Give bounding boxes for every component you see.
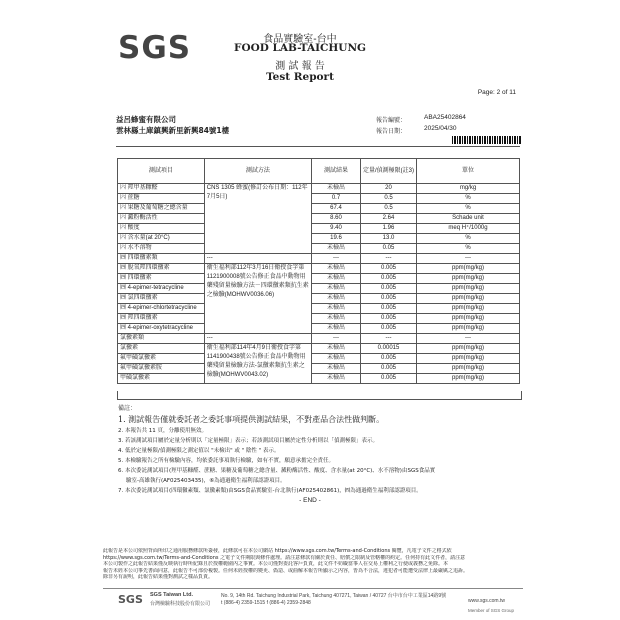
lab-name-en: FOOD LAB-TAICHUNG — [233, 42, 367, 54]
test-item: ㈥ 果糖及葡萄糖之總含量 — [118, 204, 205, 214]
client-name: 益呂蜂蜜有限公司 — [116, 115, 176, 124]
test-item: 氯黴素 — [118, 344, 205, 354]
disclaimer-line: 本公司製作之此報告結果僅反映執行時所紀錄且於授權範圍內之事實。本公司僅對委託客戶負責，此文件不妨礙當事人在交易上權利之行使或義務之免除。本 — [103, 561, 449, 567]
test-unit: % — [417, 234, 520, 244]
test-limit: 0.005 — [360, 324, 416, 334]
table-row — [118, 254, 520, 264]
table-row — [118, 204, 520, 214]
lab-name-zh: 食品實驗室-台中 — [263, 34, 337, 45]
test-item: ㈣ 4-epimer-chlortetracycline — [118, 304, 205, 314]
test-unit: ppm(mg/kg) — [417, 274, 520, 284]
footer-address: No. 9, 14th Rd. Taichung Industrial Park, Taichung 407271, Taiwan / 40727 台中市台中工業區14路9號 — [221, 593, 447, 599]
test-limit: 2.64 — [360, 214, 416, 224]
end-marker: - END - — [299, 497, 321, 504]
disclaimer-line: 此報告是本公司依照背面所印之通用服務條款所簽發，此條款可在本公司網站 https://www.sgs.com.tw/Terms-and-Conditions 閱覽，凡電子文件之格式依 — [103, 548, 452, 554]
table-row — [118, 264, 520, 274]
test-item: ㈣ 四環黴素 — [118, 274, 205, 284]
test-item: ㈥ 澱粉酶活性 — [118, 214, 205, 224]
note-3: 3. 若該測試項目屬於定量分析則以「定量極限」表示；若該測試項目屬於定性分析則以「偵測極限」表示。 — [118, 438, 378, 444]
col-item: 測試項目 — [118, 159, 205, 184]
test-item: ㈥ 蔗糖 — [118, 194, 205, 204]
test-result: 19.6 — [312, 234, 361, 244]
test-unit: ppm(mg/kg) — [417, 264, 520, 274]
table-row — [118, 214, 520, 224]
table-row — [118, 234, 520, 244]
test-limit: 0.5 — [360, 204, 416, 214]
note-6-cont: 驗室-高雄執行(AF025403435)，⑥為通過衛生福利部認證項目。 — [126, 478, 286, 484]
test-result: 未檢出 — [312, 324, 361, 334]
test-unit: ppm(mg/kg) — [417, 344, 520, 354]
table-header-row — [118, 159, 520, 184]
test-item: 甲磺氯黴素 — [118, 374, 205, 384]
table-row — [118, 314, 520, 324]
test-result: 未檢出 — [312, 244, 361, 254]
disclaimer-line: 報告未經本公司事先書面同意，此報告不可部份複製。任何未經授權的變更、偽造、或曲解本報告所顯示之內容，皆為不合法，違犯者可能遭受法律上最嚴厲之追訴。 — [103, 567, 469, 574]
table-row — [118, 224, 520, 234]
test-item: ㈣ 4-epimer-tetracycline — [118, 284, 205, 294]
test-limit: 0.005 — [360, 354, 416, 364]
test-item: ㈥ 羥甲基糠醛 — [118, 184, 205, 194]
divider — [116, 146, 520, 147]
table-row — [118, 244, 520, 254]
table-row — [118, 334, 520, 344]
test-unit: ppm(mg/kg) — [417, 364, 520, 374]
test-limit: 0.005 — [360, 274, 416, 284]
footer-member: Member of SGS Group — [468, 608, 515, 613]
table-row — [118, 294, 520, 304]
test-limit: 0.005 — [360, 364, 416, 374]
test-unit: meq H⁺/1000g — [417, 224, 520, 234]
footer-company-zh: 台灣檢驗科技股份有限公司 — [150, 601, 211, 607]
test-unit: ppm(mg/kg) — [417, 284, 520, 294]
test-limit: 0.05 — [360, 244, 416, 254]
table-row — [118, 324, 520, 334]
test-item: 氟甲磺氯黴素 — [118, 354, 205, 364]
disclaimer-line: https://www.sgs.com.tw/Terms-and-Conditions 之電子文件期限與條件處理。請注意條款有關於責任、賠償之限制及管轄權的約定。任何持有此文件者，請注意 — [103, 554, 466, 561]
table-spacer — [117, 391, 522, 400]
report-title-en: Test Report — [266, 71, 334, 83]
test-item: 氟甲磺氯黴素胺 — [118, 364, 205, 374]
col-result: 測試結果 — [312, 159, 361, 184]
test-limit: 0.005 — [360, 294, 416, 304]
test-method: CNS 1305 蜂蜜(修訂公布日期：112年7月5日) — [204, 184, 311, 254]
client-address: 雲林縣土庫鎮興新里新興84號1樓 — [116, 126, 230, 135]
table-row — [118, 304, 520, 314]
test-result: 未檢出 — [312, 374, 361, 384]
report-date: 2025/04/30 — [424, 125, 457, 132]
test-limit: 0.005 — [360, 264, 416, 274]
test-unit: ppm(mg/kg) — [417, 354, 520, 364]
footer-url: www.sgs.com.tw — [468, 598, 505, 604]
test-result: 未檢出 — [312, 274, 361, 284]
test-unit: ppm(mg/kg) — [417, 324, 520, 334]
test-item: ㈣ 氯四環黴素 — [118, 294, 205, 304]
note-4: 4. 低於定量極限/偵測極限之測定值以 "未檢出" 或 " 陰性 " 表示。 — [118, 448, 280, 454]
test-item: ㈥ 酸度 — [118, 224, 205, 234]
test-result: 67.4 — [312, 204, 361, 214]
test-unit: % — [417, 244, 520, 254]
test-result: --- — [312, 334, 361, 344]
test-result: 未檢出 — [312, 314, 361, 324]
test-unit: mg/kg — [417, 184, 520, 194]
disclaimer-line: 除非另有說明，此報告結果僅對測試之樣品負責。 — [103, 574, 214, 580]
notes — [118, 404, 528, 496]
note-2: 2. 本報告共 11 頁，分離使用無效。 — [118, 428, 207, 434]
test-item: ㈣ 4-epimer-oxytetracycline — [118, 324, 205, 334]
test-limit: 0.005 — [360, 374, 416, 384]
test-limit: --- — [360, 334, 416, 344]
sgs-logo: SGS — [118, 30, 192, 66]
test-item: ㈥ 水不溶物 — [118, 244, 205, 254]
footer-divider — [103, 588, 523, 589]
table-row — [118, 344, 520, 354]
note-6: 6. 本次委託測試項目(羥甲基糠醛、蔗糖、果糖及葡萄糖之總含量、澱粉酶活性、酸度、含水量(at 20°C)、水不溶物)由SGS食品實 — [118, 468, 436, 474]
page-number: Page: 2 of 11 — [477, 89, 516, 96]
notes-title: 備註： — [118, 405, 137, 412]
note-1: 1. 測試報告僅就委託者之委託事項提供測試結果，不對產品合法性做判斷。 — [118, 415, 385, 424]
barcode — [452, 136, 522, 144]
test-result: 未檢出 — [312, 294, 361, 304]
test-limit: 20 — [360, 184, 416, 194]
test-limit: 0.00015 — [360, 344, 416, 354]
test-result: 未檢出 — [312, 344, 361, 354]
disclaimer — [103, 548, 523, 581]
test-limit: --- — [360, 254, 416, 264]
test-limit: 0.005 — [360, 304, 416, 314]
test-limit: 1.96 — [360, 224, 416, 234]
col-limit: 定量/偵測極限(註3) — [360, 159, 416, 184]
test-method: --- — [204, 254, 311, 264]
report-no: ABA25402864 — [424, 114, 466, 121]
report-no-label: 報告編號： — [376, 117, 407, 124]
footer-phone: t (886-4) 2359-1515 f (886-4) 2359-2848 — [221, 600, 311, 606]
test-item: 氯黴素類 — [118, 334, 205, 344]
test-unit: ppm(mg/kg) — [417, 304, 520, 314]
test-limit: 0.005 — [360, 284, 416, 294]
test-limit: 0.005 — [360, 314, 416, 324]
test-limit: 0.5 — [360, 194, 416, 204]
test-unit: % — [417, 194, 520, 204]
report-date-label: 報告日期： — [376, 128, 407, 135]
col-unit: 單位 — [417, 159, 520, 184]
table-row — [118, 284, 520, 294]
test-unit: --- — [417, 334, 520, 344]
note-5: 5. 本檢驗報告之所有檢驗內容，均依委託事項執行檢驗，如有不實，願意承擔完全責任。 — [118, 458, 334, 464]
test-unit: ppm(mg/kg) — [417, 374, 520, 384]
test-item: ㈣ 脫氧羥四環黴素 — [118, 264, 205, 274]
test-item: ㈥ 含水量(at 20°C) — [118, 234, 205, 244]
table-row — [118, 274, 520, 284]
test-unit: --- — [417, 254, 520, 264]
table-row — [118, 364, 520, 374]
test-result: 0.7 — [312, 194, 361, 204]
test-result: 未檢出 — [312, 184, 361, 194]
test-method: --- — [204, 334, 311, 344]
footer-company-en: SGS Taiwan Ltd. — [150, 592, 193, 598]
test-result: --- — [312, 254, 361, 264]
test-item: ㈣ 四環黴素類 — [118, 254, 205, 264]
note-7: 7. 本次委託測試項目(四環黴素類、氯黴素類)由SGS食品實驗室-台北執行(AF025402861)，㈣為通過衛生福利部認證項目。 — [118, 488, 422, 494]
test-unit: % — [417, 204, 520, 214]
footer-logo: SGS — [118, 593, 143, 606]
test-result: 未檢出 — [312, 284, 361, 294]
col-method: 測試方法 — [204, 159, 311, 184]
test-result: 未檢出 — [312, 364, 361, 374]
test-unit: Schade unit — [417, 214, 520, 224]
test-result: 未檢出 — [312, 304, 361, 314]
report-title-zh: 測 試 報 告 — [275, 61, 325, 72]
test-result: 未檢出 — [312, 264, 361, 274]
test-method: 衛生福利部112年3月16日衛授食字第1121900008號公告修正食品中動物用藥殘留量檢驗方法－四環黴素類抗生素之檢驗(MOHWV0036.06) — [204, 264, 311, 334]
test-limit: 13.0 — [360, 234, 416, 244]
table-row — [118, 354, 520, 364]
test-result: 9.40 — [312, 224, 361, 234]
table-row — [118, 194, 520, 204]
test-result: 8.60 — [312, 214, 361, 224]
test-unit: ppm(mg/kg) — [417, 294, 520, 304]
table-row — [118, 374, 520, 384]
test-result: 未檢出 — [312, 354, 361, 364]
results-table — [117, 158, 520, 384]
test-item: ㈣ 羥四環黴素 — [118, 314, 205, 324]
test-method: 衛生福利部114年4月9日衛授食字第1141900438號公告修正食品中動物用藥殘留量檢驗方法-氯黴素類抗生素之檢驗(MOHWV0043.02) — [204, 344, 311, 384]
table-row — [118, 184, 520, 194]
test-unit: ppm(mg/kg) — [417, 314, 520, 324]
